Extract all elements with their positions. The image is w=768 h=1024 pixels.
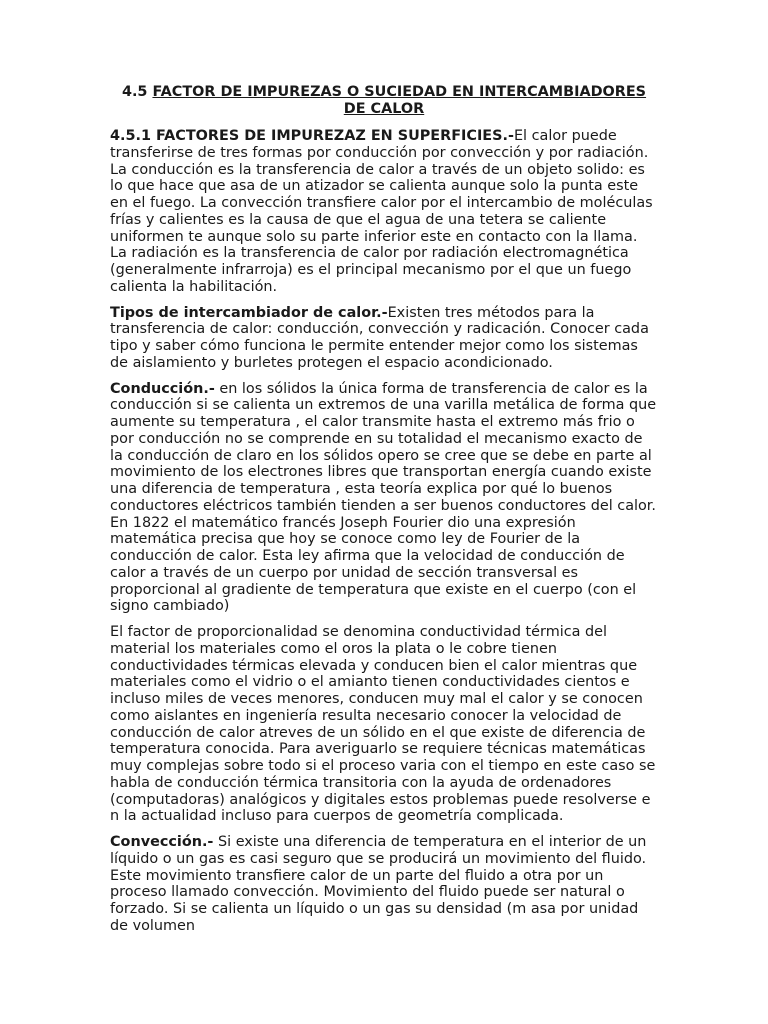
paragraph-body: El factor de proporcionalidad se denomina conductividad térmica del material los materiales como el oros la plata o le cobre tienen conductividades térmicas elevada y conducen bien el calor mientras que materiales como el vidrio o el amianto tienen conductividades cientos e incluso miles de veces menores, conducen muy mal el calor y se conocen como aislantes en ingeniería resulta necesario conocer la velocidad de conducción de calor atreves de un sólido en el que existe de diferencia de temperatura conocida. Para averiguarlo se requiere técnicas matemáticas muy complejas sobre todo si el proceso varia con el tiempo en este caso se habla de conducción térmica transitoria con la ayuda de ordenadores (computadoras) analógicos y digitales estos problemas puede resolverse e n la actualidad incluso para cuerpos de geometría complicada. bbox=[110, 624, 656, 825]
title-number: 4.5 bbox=[121, 84, 148, 100]
paragraph-conductivity bbox=[110, 624, 658, 825]
paragraph-body: en los sólidos la única forma de transferencia de calor es la conducción si se calienta un extremos de una varilla metálica de forma que aumente su temperatura , el calor transmite hasta el extremo más frio o por conducción no se comprende en su totalidad el mecanismo exacto de la conducción de claro en los sólidos opero se cree que se debe en parte al movimiento de los electrones libres que transportan energía cuando existe una diferencia de temperatura , esta teoría explica por qué lo buenos conductores eléctricos también tienden a ser buenos conductores del calor. En 1822 el matemático francés Joseph Fourier dio una expresión matemática precisa que hoy se conoce como ley de Fourier de la conducción de calor. Esta ley afirma que la velocidad de conducción de calor a través de un cuerpo por unidad de sección transversal es proporcional al gradiente de temperatura que existe en el cuerpo (con el signo cambiado) bbox=[110, 380, 657, 615]
paragraph-heading: 4.5.1 FACTORES DE IMPUREZAZ EN SUPERFICIES.- bbox=[110, 128, 514, 144]
paragraph-heading: Convección.- bbox=[110, 834, 214, 850]
paragraph-heading: Tipos de intercambiador de calor.- bbox=[110, 304, 388, 321]
page-title bbox=[110, 84, 658, 118]
paragraph-body: Existen tres métodos para la transferencia de calor: conducción, convección y radicación. Conocer cada tipo y saber cómo funciona le permite entender mejor como los sistemas de aislamiento y burletes protegen el espacio acondicionado. bbox=[110, 304, 649, 371]
title-text: FACTOR DE IMPUREZAS O SUCIEDAD EN INTERCAMBIADORES DE CALOR bbox=[152, 84, 647, 117]
paragraph-convection bbox=[110, 834, 658, 935]
paragraph-conduction bbox=[110, 381, 658, 616]
paragraph-body: Si existe una diferencia de temperatura en el interior de un líquido o un gas es casi seguro que se producirá un movimiento del fluido. Este movimiento transfiere calor de un parte del fluido a otra por un proceso llamado convección. Movimiento del fluido puede ser natural o forzado. Si se calienta un líquido o un gas su densidad (m asa por unidad de volumen bbox=[110, 834, 647, 934]
document-page bbox=[110, 84, 658, 944]
paragraph-exchanger-types bbox=[110, 305, 658, 372]
paragraph-body: El calor puede transferirse de tres formas por conducción por convección y por radiación. La conducción es la transferencia de calor a través de un objeto solido: es lo que hace que asa de un atizador se calienta aunque solo la punta este en el fuego. La convección transfiere calor por el intercambio de moléculas frías y calientes es la causa de que el agua de una tetera se caliente uniformen te aunque solo su parte inferior este en contacto con la llama. La radiación es la transferencia de calor por radiación electromagnética (generalmente infrarroja) es el principal mecanismo por el que un fuego calienta la habilitación. bbox=[110, 128, 653, 295]
paragraph-heading: Conducción.- bbox=[110, 380, 215, 397]
paragraph-impurity-factors bbox=[110, 128, 658, 296]
